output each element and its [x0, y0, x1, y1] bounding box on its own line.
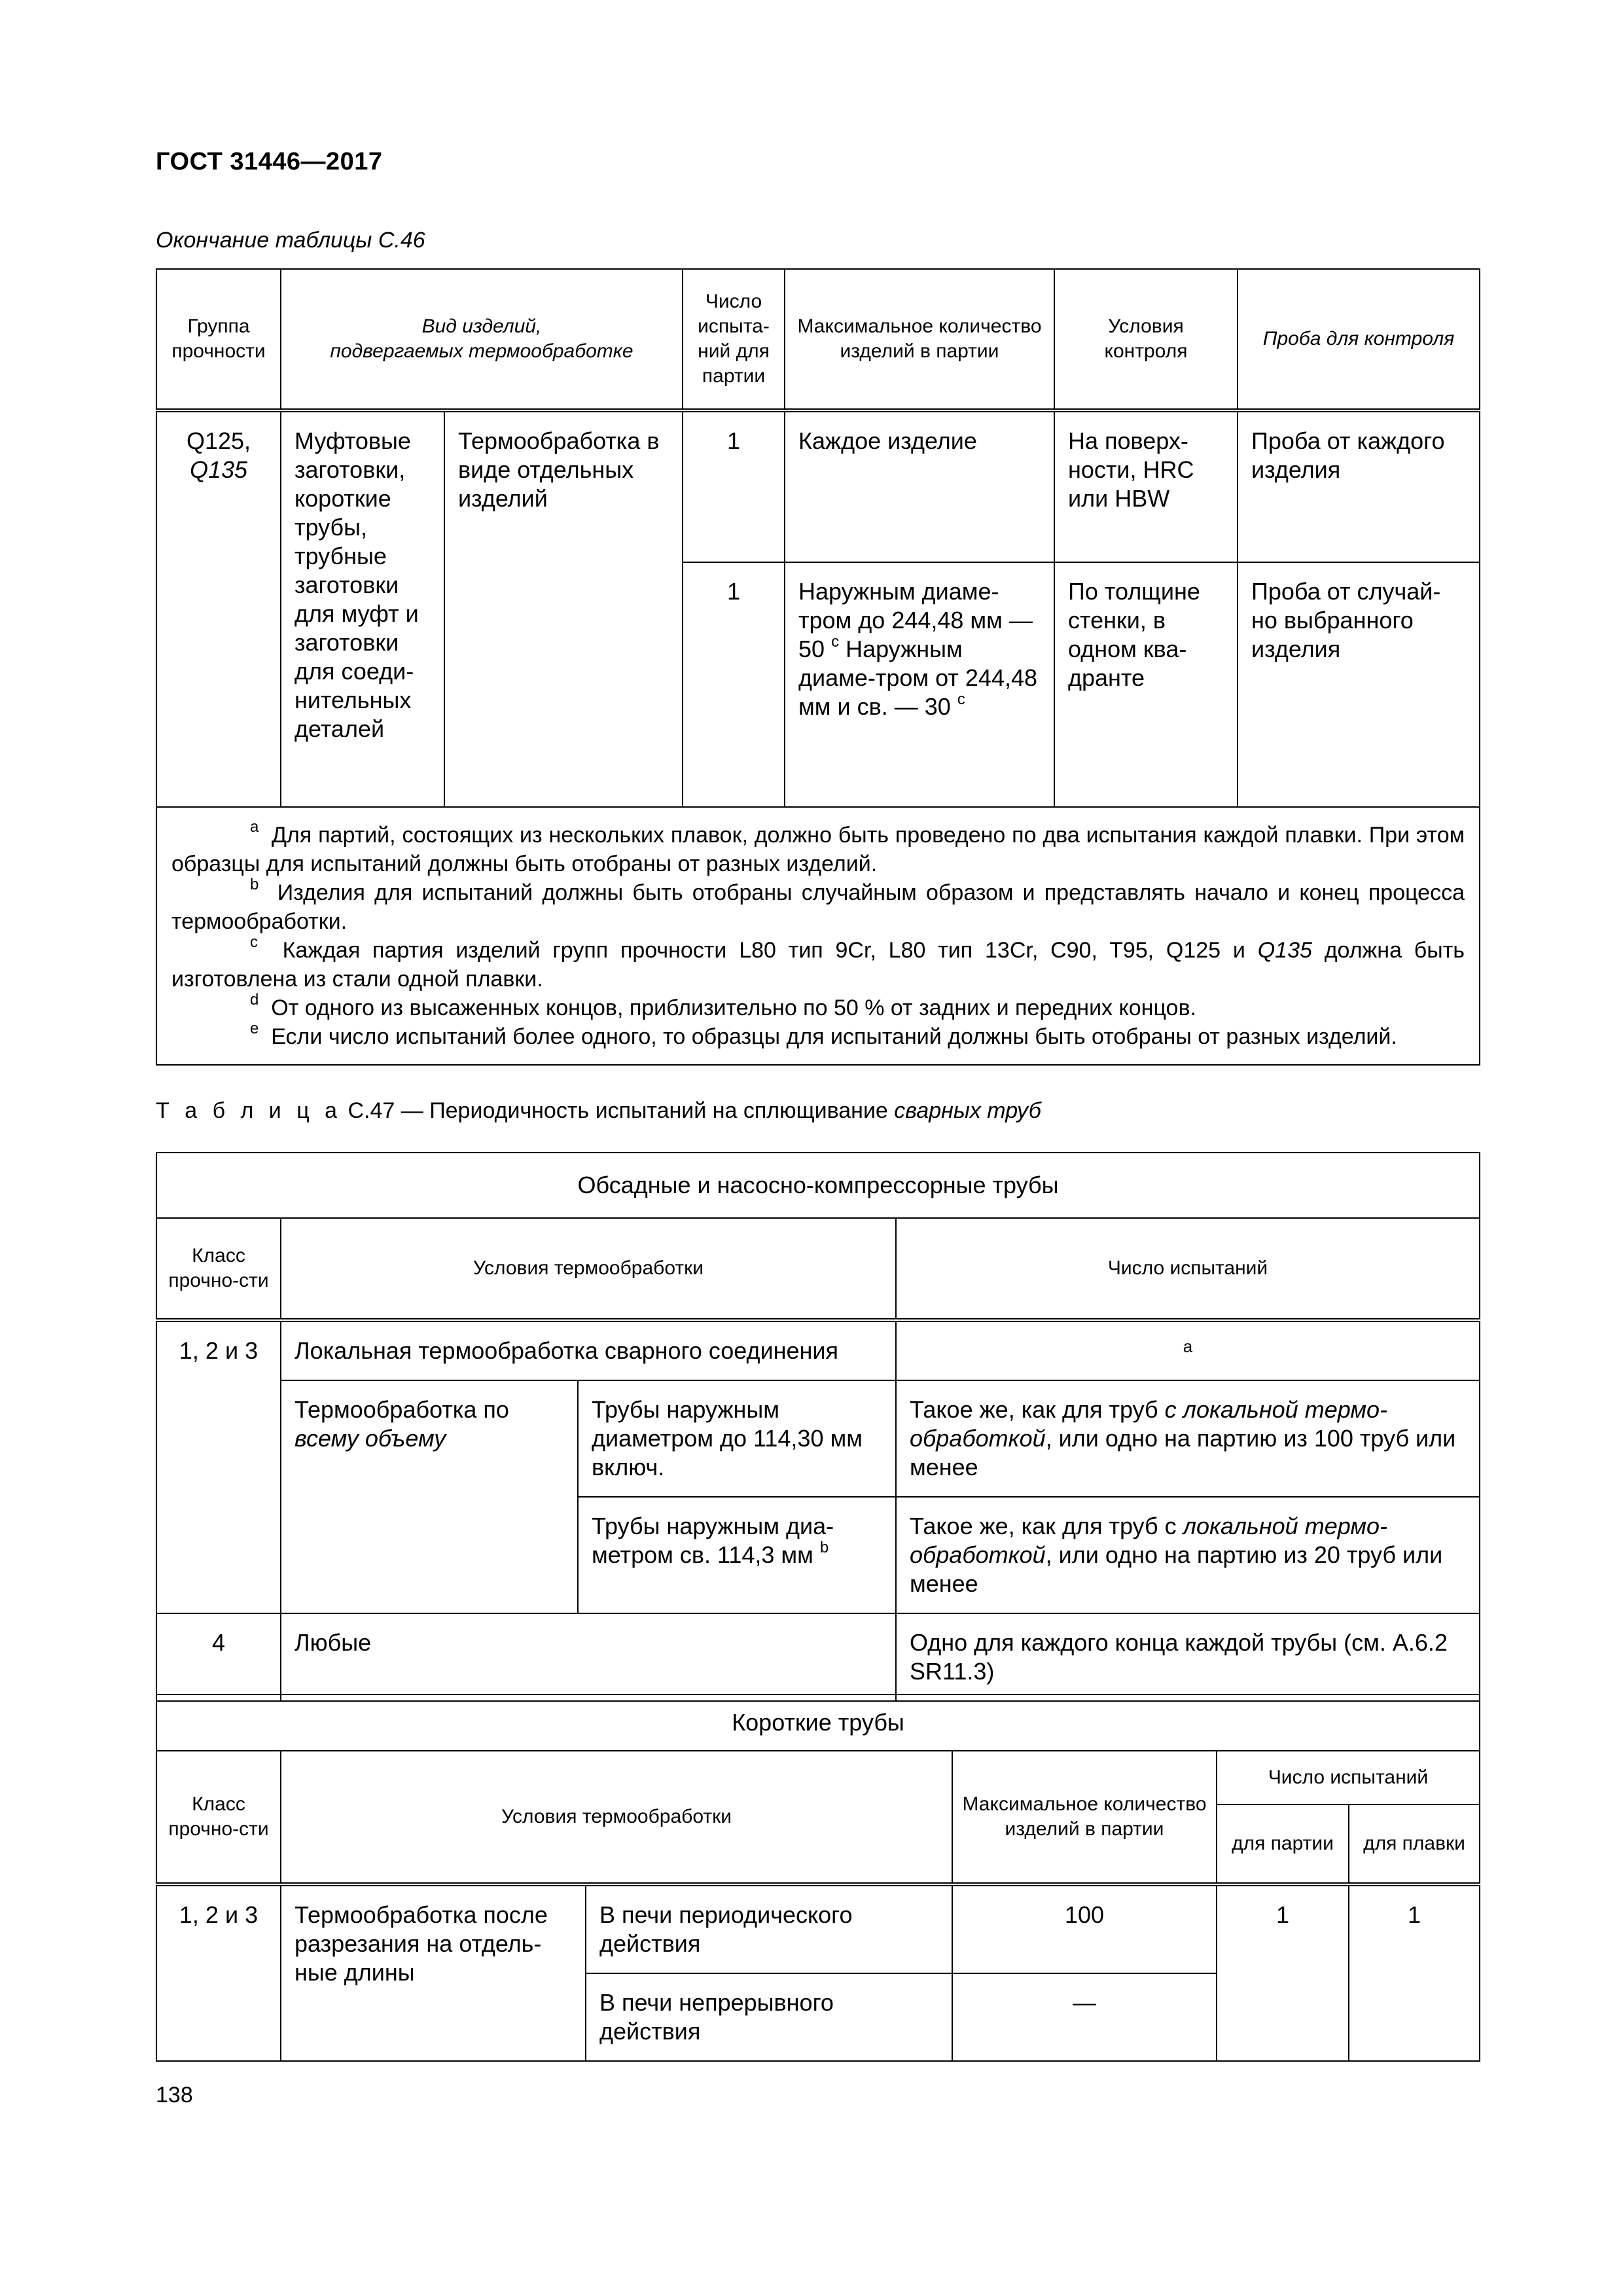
header-per-batch: для партии: [1217, 1804, 1349, 1884]
cell-furnace-batch: В печи периодического действия: [586, 1884, 952, 1973]
cell-conditions-cut: Термообработка после разрезания на отдель-ные длины: [281, 1884, 586, 2061]
tests-large-text: , или одно на партию из 20 труб или менее: [910, 1541, 1443, 1597]
cell-num-1: 1: [683, 410, 785, 562]
cond-full-text: Термообработка по: [294, 1396, 509, 1423]
cell-num-2: 1: [683, 562, 785, 807]
header-group: [156, 269, 281, 410]
cell-sub-large: [578, 1497, 896, 1613]
table-notes-row: [156, 807, 1480, 1065]
footnote-text: От одного из высаженных концов, приблизительно по 50 % от задних и передних концов.: [271, 996, 1196, 1020]
table-c47-short-pipes: [156, 1694, 1480, 2062]
tests-small-italic: с локальной термо-обработкой: [910, 1396, 1388, 1452]
header-type-line1: Вид изделий,: [421, 315, 542, 337]
cell-class: 1, 2 и 3: [156, 1320, 281, 1613]
table-row: [156, 1884, 1480, 1973]
cell-per-heat: 1: [1349, 1884, 1480, 2061]
tests-small-text: Такое же, как для труб: [910, 1396, 1158, 1423]
footnote-text: должна быть изготовлена из стали одной плавки.: [171, 938, 1465, 992]
section-title-short-pipes: Короткие трубы: [156, 1695, 1480, 1751]
cell-conditions-any: Любые: [281, 1613, 896, 1701]
tests-small-text: , или одно на партию из 100 труб или менее: [910, 1425, 1456, 1480]
table-header-row: [156, 1751, 1480, 1804]
cell-sub-small: Трубы наружным диаметром до 114,30 мм включ.: [578, 1380, 896, 1497]
header-product-type: [281, 269, 683, 410]
group-value-line1: Q125,: [186, 427, 251, 454]
cell-max-qty-1: Каждое изделие: [785, 410, 1054, 562]
header-num-tests: Число испытаний: [896, 1218, 1480, 1320]
cell-max-qty-2: [785, 562, 1054, 807]
header-max-qty: Максимальное количество изделий в партии: [952, 1751, 1217, 1884]
cell-treatment: Термообработка в виде отдельных изделий: [444, 410, 683, 807]
table-row: [156, 1320, 1480, 1380]
header-conditions: Условия контроля: [1054, 269, 1238, 410]
cell-sample-2: Проба от случай-но выбранного изделия: [1238, 562, 1480, 807]
footnote-text: Каждая партия изделий групп прочности L80 тип 9Cr, L80 тип 13Cr, C90, T95, Q125 и: [282, 938, 1245, 963]
footnote-text: Для партий, состоящих из нескольких плавок, должно быть проведено по два испытания каждой плавки. При этом образцы для испытаний должны быть отобраны от разных изделий.: [171, 823, 1465, 876]
header-group-line2: прочности: [171, 340, 266, 362]
cell-conditions-full: [281, 1380, 578, 1613]
section-title-casing: Обсадные и насосно-компрессорные трубы: [156, 1153, 1480, 1218]
max-qty-2-part1: Наружным диаме-тром до 244,48 мм — 50: [798, 578, 1033, 662]
header-max-qty: Максимальное количество изделий в партии: [785, 269, 1054, 410]
header-conditions: Условия термообработки: [281, 1751, 952, 1884]
footnote-mark: b: [250, 876, 259, 893]
document-header: ГОСТ 31446—2017: [156, 148, 383, 175]
table-row: [156, 1380, 1480, 1497]
group-value-line2: Q135: [189, 456, 248, 483]
tests-large-text: Такое же, как для труб с: [910, 1513, 1177, 1539]
table-header-row: [156, 269, 1480, 410]
footnote-ref-b: b: [819, 1539, 829, 1556]
cell-tests-local: a: [896, 1320, 1480, 1380]
cell-class-4: 4: [156, 1613, 281, 1701]
cell-product: Муфтовые заготовки, короткие трубы, трубные заготовки для муфт и заготовки для соеди-нительных деталей: [281, 410, 444, 807]
footnote-text: Изделия для испытаний должны быть отобраны случайным образом и представлять начало и конец процесса термообработки.: [171, 880, 1465, 934]
cell-qty-batch: 100: [952, 1884, 1217, 1973]
sub-large-text: Трубы наружным диа-метром св. 114,3 мм: [592, 1513, 834, 1568]
max-qty-2-part2: Наружным диаме-тром от 244,48 мм и св. — 30: [798, 636, 1038, 720]
footnote-mark: d: [250, 991, 259, 1009]
footnote-mark: e: [250, 1020, 259, 1037]
cell-sample-1: Проба от каждого изделия: [1238, 410, 1480, 562]
cell-conditions-local: Локальная термообработка сварного соединения: [281, 1320, 896, 1380]
table-continuation-label: Окончание таблицы С.46: [156, 228, 425, 253]
cond-full-italic: всему объему: [294, 1425, 446, 1452]
table-c46: [156, 268, 1480, 1066]
footnote-text: Если число испытаний более одного, то образцы для испытаний должны быть отобраны от разных изделий.: [271, 1024, 1397, 1049]
footnote-ref-c: c: [957, 691, 965, 708]
tests-large-italic: локальной термо-обработкой: [910, 1513, 1388, 1568]
table-c47-caption: [156, 1098, 1041, 1124]
header-sample: Проба для контроля: [1238, 269, 1480, 410]
cell-class: 1, 2 и 3: [156, 1884, 281, 2061]
cell-tests-small: [896, 1380, 1480, 1497]
cell-tests-each-end: Одно для каждого конца каждой трубы (см. А.6.2 SR11.3): [896, 1613, 1480, 1701]
cell-furnace-continuous: В печи непрерывного действия: [586, 1973, 952, 2061]
table-row: [156, 410, 1480, 562]
header-group-line1: Группа: [187, 315, 250, 337]
header-per-heat: для плавки: [1349, 1804, 1480, 1884]
cell-conditions-1: На поверх-ности, HRC или HBW: [1054, 410, 1238, 562]
footnote-e: [171, 1022, 1465, 1051]
cell-group-value: [156, 410, 281, 807]
footnote-text-italic: Q135: [1257, 938, 1312, 963]
caption-text: С.47 — Периодичность испытаний на сплющивание: [342, 1098, 895, 1123]
footnote-mark: c: [250, 933, 258, 951]
footnote-b: [171, 878, 1465, 936]
cell-qty-continuous: —: [952, 1973, 1217, 2061]
table-header-row: [156, 1218, 1480, 1320]
page-number: 138: [156, 2083, 193, 2108]
table-c47-casing: [156, 1152, 1480, 1702]
header-class: Класс прочно-сти: [156, 1218, 281, 1320]
header-type-line2: подвергаемых термообработке: [330, 340, 633, 362]
header-num-tests: Число испытаний: [1217, 1751, 1480, 1804]
footnote-a: [171, 818, 1465, 878]
cell-per-batch: 1: [1217, 1884, 1349, 2061]
footnote-c: [171, 933, 1465, 994]
footnote-mark: a: [250, 818, 259, 836]
header-class: Класс прочно-сти: [156, 1751, 281, 1884]
caption-label: Т а б л и ц а: [156, 1098, 342, 1123]
caption-italic: сварных труб: [894, 1098, 1041, 1123]
header-num-tests: Число испыта-ний для партии: [683, 269, 785, 410]
cell-conditions-2: По толщине стенки, в одном ква-дранте: [1054, 562, 1238, 807]
table-footnotes: [156, 807, 1480, 1065]
footnote-ref-c: c: [831, 633, 840, 651]
table-row: [156, 1613, 1480, 1701]
footnote-d: [171, 991, 1465, 1022]
cell-tests-large: [896, 1497, 1480, 1613]
header-conditions: Условия термообработки: [281, 1218, 896, 1320]
